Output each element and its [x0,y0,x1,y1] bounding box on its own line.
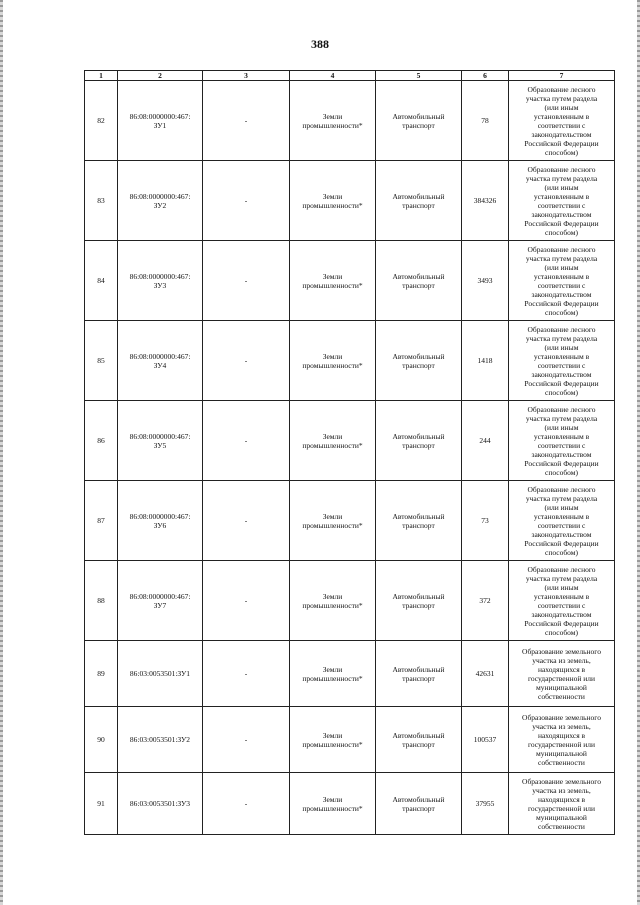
cadastral-number-cell: 86:08:0000000:467: ЗУ5 [118,401,203,481]
column-3-cell: - [203,81,290,161]
formation-method-cell: Образование лесного участка путем раздела (или иным установленным в соответствии с законодательством Российской Федерации способом) [509,561,615,641]
land-category-cell: Земли промышленности* [290,241,376,321]
land-category-cell: Земли промышленности* [290,641,376,707]
area-cell: 100537 [462,707,509,773]
cadastral-number-cell: 86:03:0053501:ЗУ3 [118,773,203,835]
land-category-cell: Земли промышленности* [290,561,376,641]
land-category-cell: Земли промышленности* [290,321,376,401]
area-cell: 1418 [462,321,509,401]
formation-method-cell: Образование земельного участка из земель, находящихся в государственной или муниципальной собственности [509,641,615,707]
row-number-cell: 91 [85,773,118,835]
column-header: 5 [376,71,462,81]
scan-edge-left [0,0,3,905]
column-3-cell: - [203,773,290,835]
row-number-cell: 88 [85,561,118,641]
permitted-use-cell: Автомобильный транспорт [376,481,462,561]
area-cell: 37955 [462,773,509,835]
permitted-use-cell: Автомобильный транспорт [376,161,462,241]
column-3-cell: - [203,321,290,401]
table-header-row [85,71,615,81]
table-row [85,161,615,241]
land-category-cell: Земли промышленности* [290,773,376,835]
formation-method-cell: Образование земельного участка из земель, находящихся в государственной или муниципальной собственности [509,773,615,835]
cadastral-number-cell: 86:08:0000000:467: ЗУ2 [118,161,203,241]
table-row [85,241,615,321]
row-number-cell: 82 [85,81,118,161]
row-number-cell: 83 [85,161,118,241]
permitted-use-cell: Автомобильный транспорт [376,773,462,835]
area-cell: 42631 [462,641,509,707]
permitted-use-cell: Автомобильный транспорт [376,81,462,161]
permitted-use-cell: Автомобильный транспорт [376,641,462,707]
formation-method-cell: Образование лесного участка путем раздела (или иным установленным в соответствии с законодательством Российской Федерации способом) [509,161,615,241]
column-3-cell: - [203,481,290,561]
cadastral-number-cell: 86:08:0000000:467: ЗУ4 [118,321,203,401]
land-category-cell: Земли промышленности* [290,481,376,561]
row-number-cell: 86 [85,401,118,481]
formation-method-cell: Образование лесного участка путем раздела (или иным установленным в соответствии с законодательством Российской Федерации способом) [509,81,615,161]
table-row [85,641,615,707]
land-category-cell: Земли промышленности* [290,401,376,481]
column-header: 6 [462,71,509,81]
formation-method-cell: Образование лесного участка путем раздела (или иным установленным в соответствии с законодательством Российской Федерации способом) [509,481,615,561]
permitted-use-cell: Автомобильный транспорт [376,241,462,321]
column-header: 1 [85,71,118,81]
page-number: 388 [311,37,329,51]
table-row [85,561,615,641]
permitted-use-cell: Автомобильный транспорт [376,321,462,401]
column-header: 2 [118,71,203,81]
formation-method-cell: Образование земельного участка из земель, находящихся в государственной или муниципальной собственности [509,707,615,773]
table-row [85,81,615,161]
land-category-cell: Земли промышленности* [290,81,376,161]
cadastral-number-cell: 86:03:0053501:ЗУ1 [118,641,203,707]
area-cell: 244 [462,401,509,481]
area-cell: 78 [462,81,509,161]
row-number-cell: 84 [85,241,118,321]
column-3-cell: - [203,241,290,321]
table-row [85,707,615,773]
permitted-use-cell: Автомобильный транспорт [376,401,462,481]
area-cell: 384326 [462,161,509,241]
cadastral-number-cell: 86:08:0000000:467: ЗУ7 [118,561,203,641]
column-header: 4 [290,71,376,81]
area-cell: 372 [462,561,509,641]
row-number-cell: 90 [85,707,118,773]
column-3-cell: - [203,561,290,641]
column-3-cell: - [203,401,290,481]
formation-method-cell: Образование лесного участка путем раздела (или иным установленным в соответствии с законодательством Российской Федерации способом) [509,401,615,481]
table-row [85,401,615,481]
area-cell: 3493 [462,241,509,321]
column-header: 3 [203,71,290,81]
row-number-cell: 89 [85,641,118,707]
table-row [85,773,615,835]
row-number-cell: 85 [85,321,118,401]
permitted-use-cell: Автомобильный транспорт [376,707,462,773]
table-row [85,321,615,401]
cadastral-number-cell: 86:03:0053501:ЗУ2 [118,707,203,773]
table-body [85,81,615,835]
cadastral-number-cell: 86:08:0000000:467: ЗУ6 [118,481,203,561]
land-category-cell: Земли промышленности* [290,161,376,241]
row-number-cell: 87 [85,481,118,561]
column-3-cell: - [203,707,290,773]
table-row [85,481,615,561]
column-3-cell: - [203,641,290,707]
formation-method-cell: Образование лесного участка путем раздела (или иным установленным в соответствии с законодательством Российской Федерации способом) [509,241,615,321]
land-category-cell: Земли промышленности* [290,707,376,773]
column-3-cell: - [203,161,290,241]
land-plots-table [84,70,615,835]
formation-method-cell: Образование лесного участка путем раздела (или иным установленным в соответствии с законодательством Российской Федерации способом) [509,321,615,401]
area-cell: 73 [462,481,509,561]
column-header: 7 [509,71,615,81]
cadastral-number-cell: 86:08:0000000:467: ЗУ3 [118,241,203,321]
cadastral-number-cell: 86:08:0000000:467: ЗУ1 [118,81,203,161]
permitted-use-cell: Автомобильный транспорт [376,561,462,641]
